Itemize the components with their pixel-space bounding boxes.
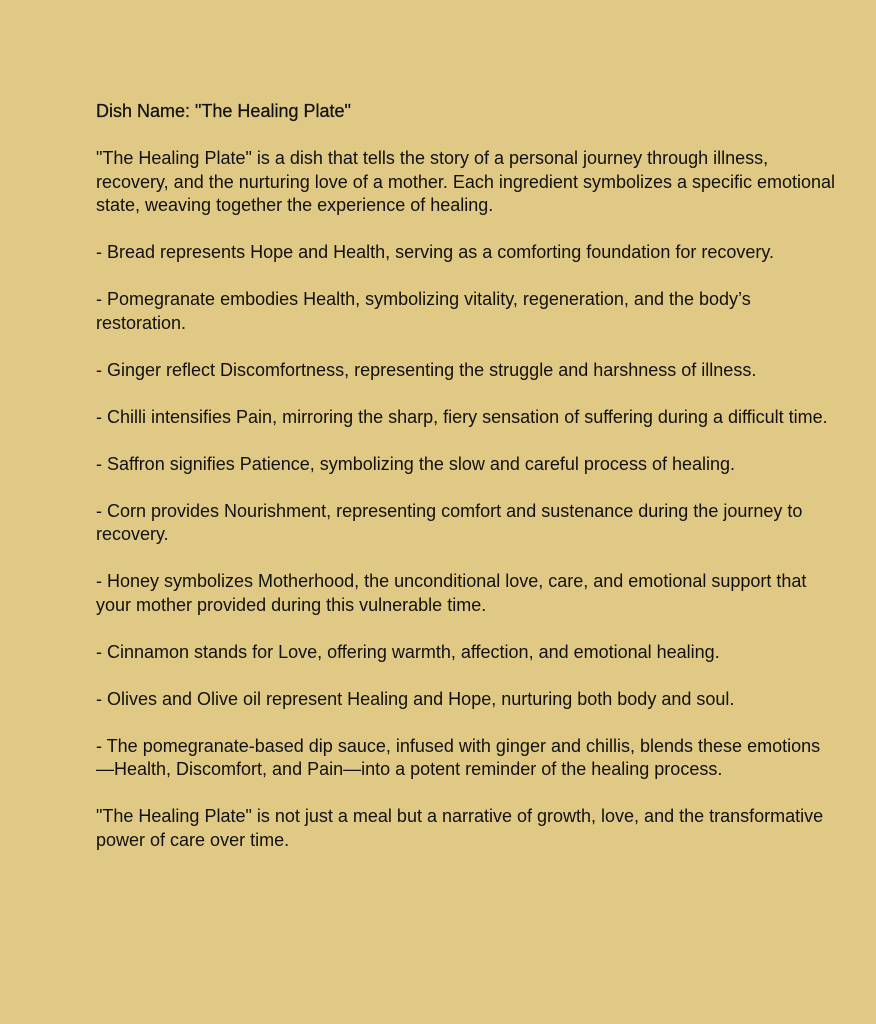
- intro-paragraph: "The Healing Plate" is a dish that tells the story of a personal journey through illness, recovery, and the nurturing love of a mother. Each ingredient symbolizes a specific emotional state, weaving together the experience of healing.: [96, 148, 836, 215]
- ingredient-olives: - Olives and Olive oil represent Healing and Hope, nurturing both body and soul.: [96, 688, 735, 709]
- conclusion-paragraph: "The Healing Plate" is not just a meal but a narrative of growth, love, and the transformative power of care over time.: [96, 806, 824, 850]
- ingredient-pomegranate: - Pomegranate embodies Health, symbolizing vitality, regeneration, and the body’s restoration.: [96, 289, 751, 333]
- ingredient-ginger: - Ginger reflect Discomfortness, representing the struggle and harshness of illness.: [96, 359, 757, 380]
- dish-title: Dish Name: "The Healing Plate": [96, 101, 351, 121]
- ingredient-honey: - Honey symbolizes Motherhood, the unconditional love, care, and emotional support that your mother provided during this vulnerable time.: [96, 571, 807, 615]
- ingredient-dip-sauce: - The pomegranate-based dip sauce, infused with ginger and chillis, blends these emotions—Health, Discomfort, and Pain—into a potent reminder of the healing process.: [96, 735, 821, 779]
- ingredient-corn: - Corn provides Nourishment, representing comfort and sustenance during the journey to recovery.: [96, 500, 803, 544]
- ingredient-bread: - Bread represents Hope and Health, serving as a comforting foundation for recovery.: [96, 242, 775, 262]
- document-body: [96, 100, 836, 876]
- ingredient-cinnamon: - Cinnamon stands for Love, offering warmth, affection, and emotional healing.: [96, 641, 720, 662]
- ingredient-chilli: - Chilli intensifies Pain, mirroring the sharp, fiery sensation of suffering during a difficult time.: [96, 406, 828, 427]
- ingredient-saffron: - Saffron signifies Patience, symbolizing the slow and careful process of healing.: [96, 453, 736, 474]
